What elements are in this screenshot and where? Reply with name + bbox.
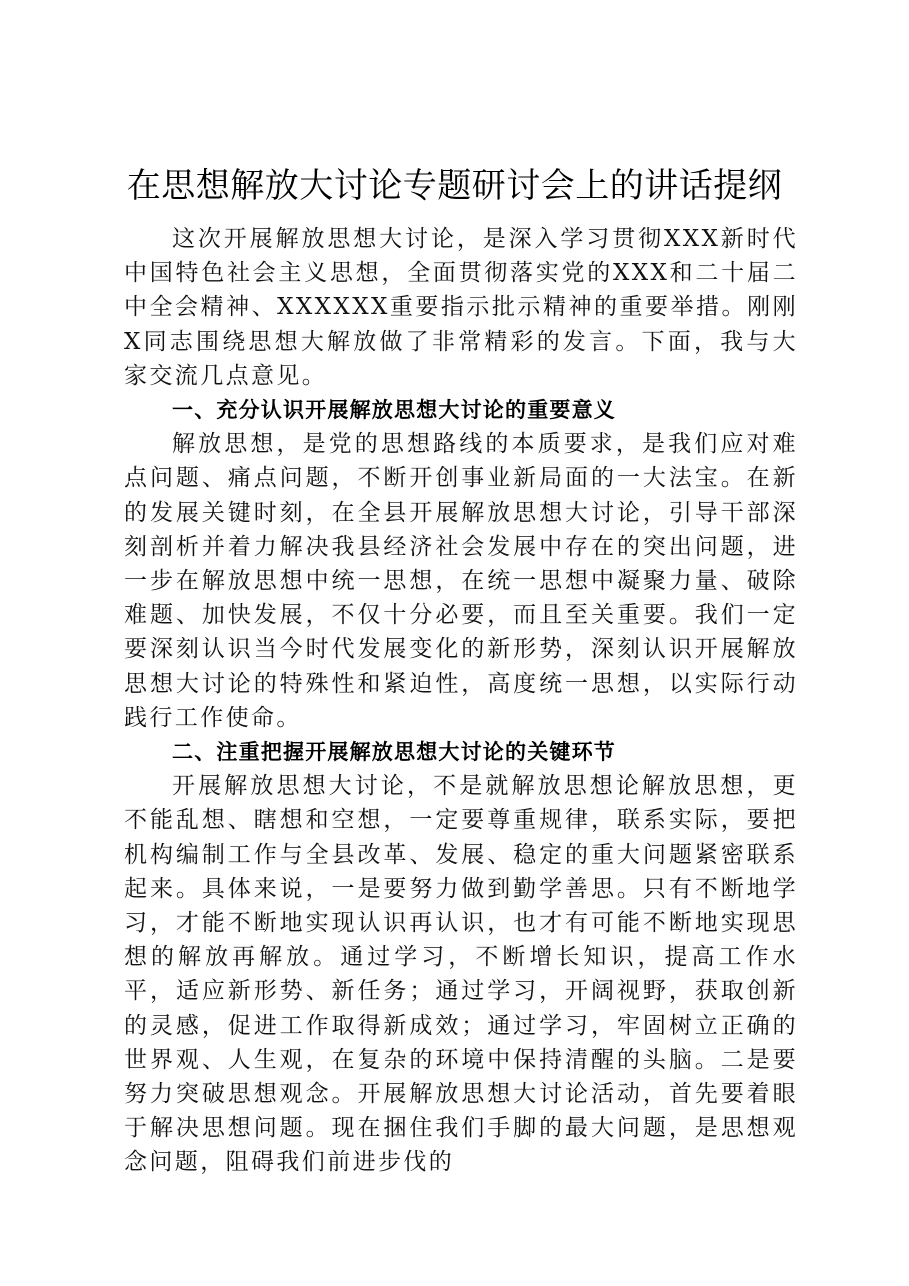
intro-paragraph: 这次开展解放思想大讨论，是深入学习贯彻XXX新时代中国特色社会主义思想，全面贯彻落实党的XXX和二十届二中全会精神、XXXXXX重要指示批示精神的重要举措。刚刚X同志围绕思想大解放做了非常精彩的发言。下面，我与大家交流几点意见。 xyxy=(124,226,798,389)
section-1-heading: 一、充分认识开展解放思想大讨论的重要意义 xyxy=(172,398,616,423)
section-2-heading: 二、注重把握开展解放思想大讨论的关键环节 xyxy=(172,740,616,765)
section-2-paragraph: 开展解放思想大讨论，不是就解放思想论解放思想，更不能乱想、瞎想和空想，一定要尊重规律，联系实际，要把机构编制工作与全县改革、发展、稳定的重大问题紧密联系起来。具体来说，一是要努力做到勤学善思。只有不断地学习，才能不断地实现认识再认识，也才有可能不断地实现思想的解放再解放。通过学习，不断增长知识，提高工作水平，适应新形势、新任务；通过学习，开阔视野，获取创新的灵感，促进工作取得新成效；通过学习，牢固树立正确的世界观、人生观，在复杂的环境中保持清醒的头脑。二是要努力突破思想观念。开展解放思想大讨论活动，首先要着眼于解决思想问题。现在捆住我们手脚的最大问题，是思想观念问题，阻碍我们前进步伐的 xyxy=(124,773,798,1176)
document-title: 在思想解放大讨论专题研讨会上的讲话提纲 xyxy=(126,166,783,206)
section-1-paragraph: 解放思想，是党的思想路线的本质要求，是我们应对难点问题、痛点问题，不断开创事业新局面的一大法宝。在新的发展关键时刻，在全县开展解放思想大讨论，引导干部深刻剖析并着力解决我县经济社会发展中存在的突出问题，进一步在解放思想中统一思想，在统一思想中凝聚力量、破除难题、加快发展，不仅十分必要，而且至关重要。我们一定要深刻认识当今时代发展变化的新形势，深刻认识开展解放思想大讨论的特殊性和紧迫性，高度统一思想，以实际行动践行工作使命。 xyxy=(124,431,798,731)
document-body xyxy=(124,222,798,1180)
